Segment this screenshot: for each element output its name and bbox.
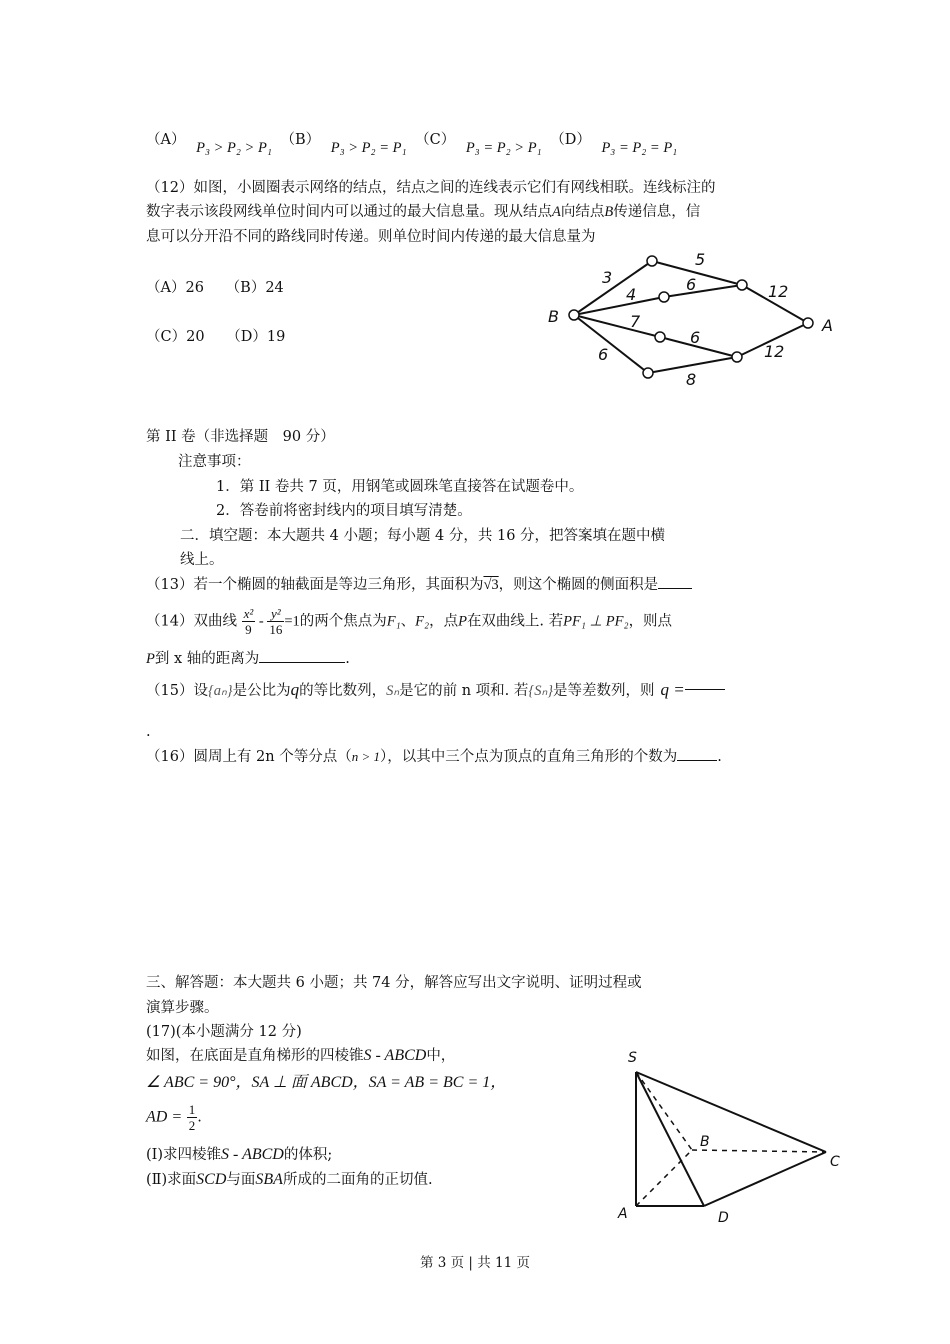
q17-l1-text-b: 中， [426, 1048, 456, 1064]
q14-minus: - [255, 613, 268, 630]
q13-sqrt3: √3 [483, 577, 499, 593]
q17-line-3 [146, 1102, 202, 1138]
q15-text-e: 是等差数列，则 [553, 683, 655, 699]
q14-line2-p: P [146, 651, 155, 667]
part2-notice-1: 1．第 II 卷共 7 页，用钢笔或圆珠笔直接答在试题卷中。 [216, 479, 584, 495]
node-label-a: A [822, 316, 833, 335]
q15-q: q [290, 680, 300, 699]
q17-line-2: ∠ ABC = 90°，SA ⊥ 面 ABCD，SA = AB = BC = 1， [146, 1074, 507, 1091]
q12-line-1: （12）如图，小圆圈表示网络的结点，结点之间的连线表示它们有网线相联。连线标注的 [146, 180, 716, 196]
vertex-label-a: A [618, 1206, 628, 1222]
q17-ad-eq: AD = [146, 1108, 183, 1126]
q12-options-cd: （C）20 （D）19 [146, 329, 286, 345]
page-footer: 第 3 页 | 共 11 页 [419, 1255, 531, 1271]
q14-fraction-x: $\frac{\text{x²}}{9}$ [243, 606, 254, 637]
edge-label: 6 [690, 328, 701, 347]
q15-text-a: （15）设 [146, 683, 208, 699]
q11-options [146, 130, 678, 156]
q17-l4-text-b: 的体积; [283, 1147, 333, 1163]
q17-l4-math: S - ABCD [221, 1146, 284, 1163]
q16-text-a: （16）圆周上有 2n 个等分点（ [146, 749, 352, 765]
edge-label: 4 [626, 285, 637, 304]
q16 [146, 746, 722, 767]
q14-f1: F₁ [386, 613, 401, 630]
q14-line-1 [146, 606, 672, 644]
part2-notice-2: 2．答卷前将密封线内的项目填写清楚。 [216, 503, 472, 519]
q17-l1-math: S - ABCD [363, 1047, 427, 1064]
node-circle [659, 292, 669, 302]
edge-label: 8 [686, 370, 697, 389]
q12-line-2-text-b: 向结点 [560, 204, 605, 220]
q14-text-a: （14）双曲线 [146, 613, 237, 630]
edge-label: 3 [602, 268, 613, 287]
vertex-label-d: D [718, 1210, 729, 1226]
q17-part-2 [146, 1170, 433, 1190]
node-b-circle [569, 310, 579, 320]
node-circle [732, 352, 742, 362]
vertex-label-b: B [700, 1134, 710, 1150]
part2-notice: 注意事项： [178, 454, 251, 470]
q14-line-2 [146, 648, 350, 669]
q15-q-eq: q = [660, 680, 685, 699]
q14-text-c: ，点 [429, 613, 459, 630]
q16-answer-blank[interactable] [677, 746, 717, 761]
q14-sep: 、 [400, 613, 416, 630]
part3-header-2: 演算步骤。 [146, 1000, 219, 1016]
q13 [146, 574, 692, 595]
q17-title: (17)(本小题满分 12 分) [146, 1024, 302, 1040]
vertex-label-c: C [830, 1154, 840, 1170]
node-a-circle [803, 318, 813, 328]
fill-in-header-2: 线上。 [180, 552, 224, 568]
q15 [146, 680, 725, 701]
edge-label: 5 [695, 250, 706, 269]
q15-an: {aₙ} [207, 683, 233, 699]
q11-option-c-expr: P₃ = P₂ > P₁ [465, 140, 542, 156]
q11-option-b-expr: P₃ > P₂ = P₁ [330, 140, 407, 156]
q16-end: . [717, 749, 722, 765]
q12-options-ab: （A）26 （B）24 [146, 280, 284, 296]
q13-answer-blank[interactable] [658, 574, 692, 589]
q14-f2: F₂ [415, 613, 430, 630]
part3-header-1: 三、解答题：本大题共 6 小题；共 74 分，解答应写出文字说明、证明过程或 [146, 975, 642, 991]
fill-in-header-1: 二．填空题：本大题共 4 小题；每小题 4 分，共 16 分，把答案填在题中横 [180, 528, 666, 544]
q11-option-a-expr: P₃ > P₂ > P₁ [196, 140, 272, 156]
node-circle [655, 332, 665, 342]
edge-label: 7 [630, 312, 641, 331]
q17-l3-end: . [197, 1109, 202, 1126]
q14-text-e: ，则点 [628, 613, 673, 630]
q17-ad-fraction: $\frac{1}{2}$ [188, 1102, 196, 1133]
q14-end: . [345, 651, 350, 667]
edge-label: 12 [764, 342, 785, 361]
q14-text-d: 在双曲线上. 若 [466, 613, 564, 630]
q15-sn: Sₙ [386, 683, 400, 699]
node-circle [647, 256, 657, 266]
edge-label: 6 [598, 345, 609, 364]
edge-label: 12 [768, 282, 789, 301]
q13-text-a: （13）若一个椭圆的轴截面是等边三角形，其面积为 [146, 577, 484, 593]
q12-line-2 [146, 202, 700, 222]
q16-text-b: ），以其中三个点为顶点的直角三角形的个数为 [380, 749, 678, 765]
q12-line-3: 息可以分开沿不同的路线同时传递。则单位时间内传递的最大信息量为 [146, 229, 596, 245]
q11-option-d-label: （D） [550, 132, 591, 148]
q13-text-b: ，则这个椭圆的侧面积是 [498, 577, 659, 593]
q11-option-d-expr: P₃ = P₂ = P₁ [601, 140, 678, 156]
q14-perp: PF₁ ⊥ PF₂ [563, 613, 629, 630]
q14-equals-one: =1 [284, 613, 300, 630]
q15-answer-blank[interactable] [685, 681, 725, 695]
q15-trailing-dot: . [146, 724, 151, 740]
q14-p: P [458, 613, 467, 630]
part2-header: 第 II 卷（非选择题 90 分） [146, 429, 335, 445]
q14-line2-text: 到 x 轴的距离为 [154, 651, 260, 667]
q15-sn-set: {Sₙ} [528, 683, 554, 699]
q11-option-c-label: （C） [415, 132, 456, 148]
q14-answer-blank[interactable] [259, 648, 345, 663]
q15-text-d: 是它的前 n 项和. 若 [399, 683, 529, 699]
q17-l5-text-b: 与面 [226, 1172, 256, 1188]
q12-line-2-text-a: 数字表示该段网线单位时间内可以通过的最大信息量。现从结点 [146, 204, 552, 220]
node-circle [737, 280, 747, 290]
q17-line-1 [146, 1046, 455, 1066]
q17-l1-text-a: 如图，在底面是直角梯形的四棱锥 [146, 1048, 364, 1064]
q17-l5-math-2: SBA [255, 1171, 283, 1188]
q17-l5-math-1: SCD [196, 1171, 227, 1188]
q12-node-a: A [552, 204, 561, 220]
vertex-label-s: S [628, 1050, 637, 1066]
q11-option-a-label: （A） [146, 132, 186, 148]
network-diagram [540, 245, 840, 405]
q15-text-c: 的等比数列， [299, 683, 387, 699]
edge-label: 6 [686, 275, 697, 294]
q15-text-b: 是公比为 [232, 683, 291, 699]
q17-l5-text-a: (Ⅱ)求面 [146, 1172, 197, 1188]
q17-l5-text-c: 所成的二面角的正切值. [282, 1172, 433, 1188]
q17-part-1 [146, 1145, 332, 1165]
node-label-b: B [548, 307, 559, 326]
q12-node-b: B [604, 204, 614, 220]
q14-text-b: 的两个焦点为 [299, 613, 387, 630]
q14-fraction-y: $\frac{\text{y²}}{16}$ [269, 606, 283, 637]
q16-cond: n > 1 [351, 749, 381, 764]
q11-option-b-label: （B） [280, 132, 321, 148]
pyramid-diagram [612, 1040, 852, 1230]
node-circle [643, 368, 653, 378]
q17-l4-text-a: (Ⅰ)求四棱锥 [146, 1147, 222, 1163]
q12-line-2-text-c: 传递信息，信 [613, 204, 701, 220]
